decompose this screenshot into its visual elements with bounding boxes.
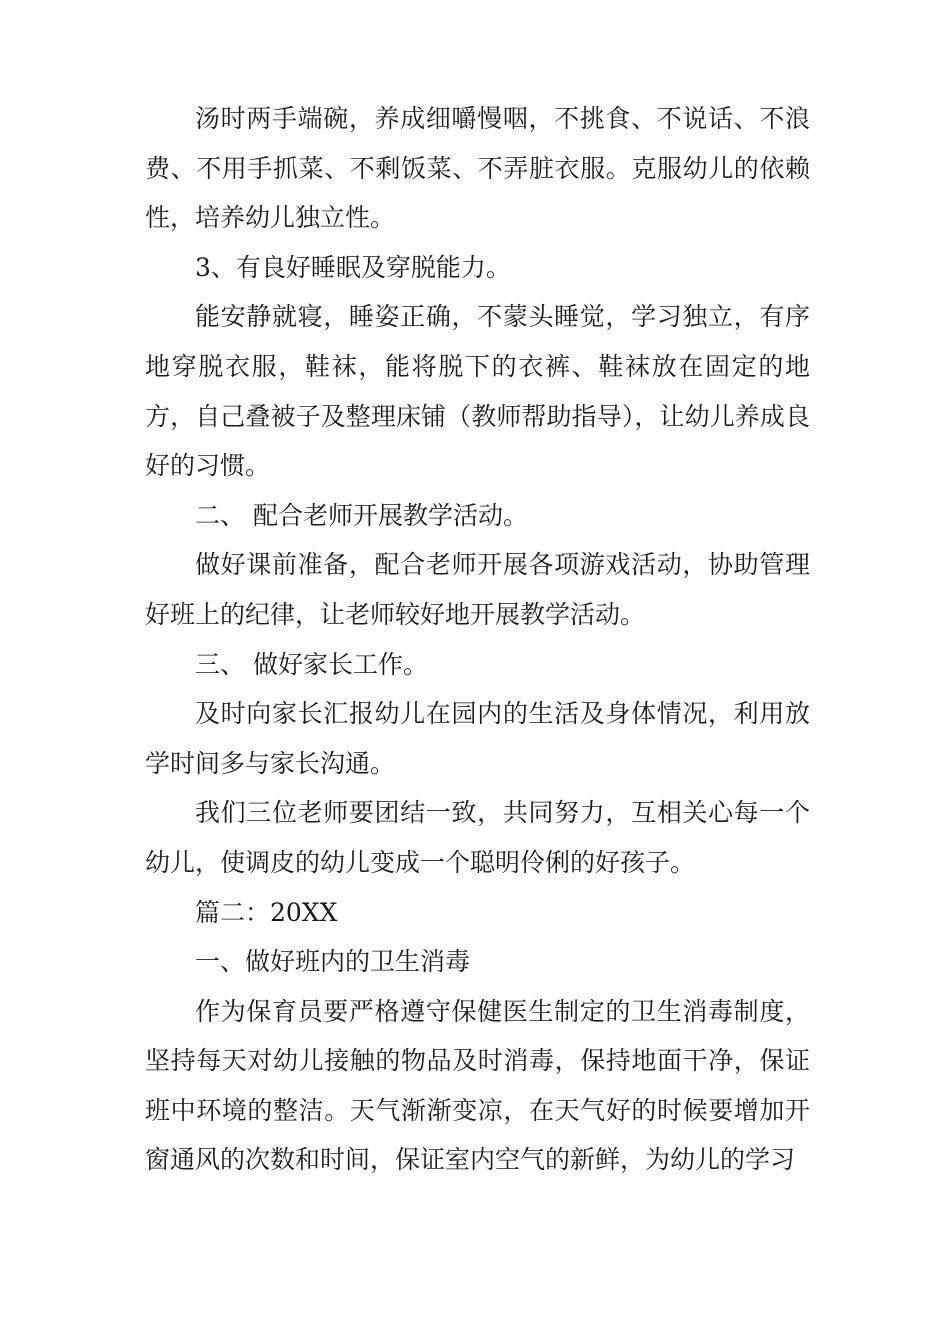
- paragraph-sleep-details: 能安静就寝，睡姿正确，不蒙头睡觉，学习独立，有序地穿脱衣服，鞋袜，能将脱下的衣裤、鞋袜放在固定的地方，自己叠被子及整理床铺（教师帮助指导），让幼儿养成良好的习惯。: [145, 302, 810, 481]
- document-body: [145, 94, 810, 1185]
- paragraph-parents-details: 及时向家长汇报幼儿在园内的生活及身体情况，利用放学时间多与家长沟通。: [145, 699, 810, 778]
- paragraph-sleep-heading: 3、有良好睡眠及穿脱能力。: [195, 252, 511, 282]
- section-heading-parents: 三、 做好家长工作。: [195, 649, 428, 679]
- section-heading-hygiene: 一、做好班内的卫生消毒: [195, 947, 471, 977]
- paragraph-teamwork: 我们三位老师要团结一致，共同努力，互相关心每一个幼儿，使调皮的幼儿变成一个聪明伶俐的好孩子。: [145, 798, 810, 877]
- paragraph-mealtime-habits: 汤时两手端碗，养成细嚼慢咽，不挑食、不说话、不浪费、不用手抓菜、不剩饭菜、不弄脏衣服。克服幼儿的依赖性，培养幼儿独立性。: [145, 104, 810, 233]
- section-heading-teaching: 二、 配合老师开展教学活动。: [195, 500, 528, 530]
- paragraph-hygiene-details: 作为保育员要严格遵守保健医生制定的卫生消毒制度，坚持每天对幼儿接触的物品及时消毒，保持地面干净，保证班中环境的整洁。天气渐渐变凉，在天气好的时候要增加开窗通风的次数和时间，保证室内空气的新鲜，为幼儿的学习: [145, 996, 810, 1175]
- chapter-heading: 篇二：20XX: [195, 897, 338, 927]
- paragraph-teaching-details: 做好课前准备，配合老师开展各项游戏活动，协助管理好班上的纪律，让老师较好地开展教学活动。: [145, 550, 810, 629]
